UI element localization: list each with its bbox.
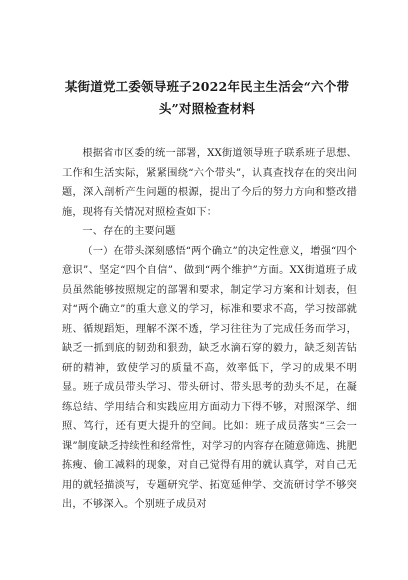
intro-paragraph: 根据省市区委的统一部署，XX街道领导班子联系班子思想、工作和生活实际，紧紧围绕“六个带头”，认真查找存在的突出问题，深入剖析产生问题的根源，提出了今后的努力方向和整改措施，现将有关情况对照检查如下：	[62, 148, 357, 218]
document-body	[62, 144, 357, 515]
section-heading: 一、存在的主要问题	[82, 226, 176, 237]
document-title: 某街道党工委领导班子2022年民主生活会“六个带头”对照检查材料	[64, 79, 350, 116]
body-paragraph: （一）在带头深刻感悟“两个确立”的决定性意义，增强“四个意识”、坚定“四个自信”、做到“两个维护”方面。XX街道班子成员虽然能够按照规定的部署和要求，制定学习方案和计划表，但对“两个确立”的重大意义的学习，标准和要求不高，学习按部就班、循规蹈矩，理解不深不透，学习往往为了完成任务而学习，缺乏一抓到底的韧劲和狠劲，缺乏水滴石穿的毅力，缺乏刻苦钻研的精神，致使学习的质量不高，效率低下，学习的成果不明显。班子成员带头学习、带头研讨、带头思考的劲头不足，在凝练总结、学用结合和实践应用方面动力下得不够，对照深学、细照、笃行，还有更大提升的空间。比如：班子成员落实“三会一课”制度缺乏持续性和经常性，对学习的内容存在随意筛选、挑肥拣瘦、偷工减料的现象，对自己觉得有用的就认真学，对自己无用的就轻描淡写，专题研究学、拓宽延伸学、交流研讨学不够突出，不够深入。个别班子成员对	[62, 245, 357, 510]
